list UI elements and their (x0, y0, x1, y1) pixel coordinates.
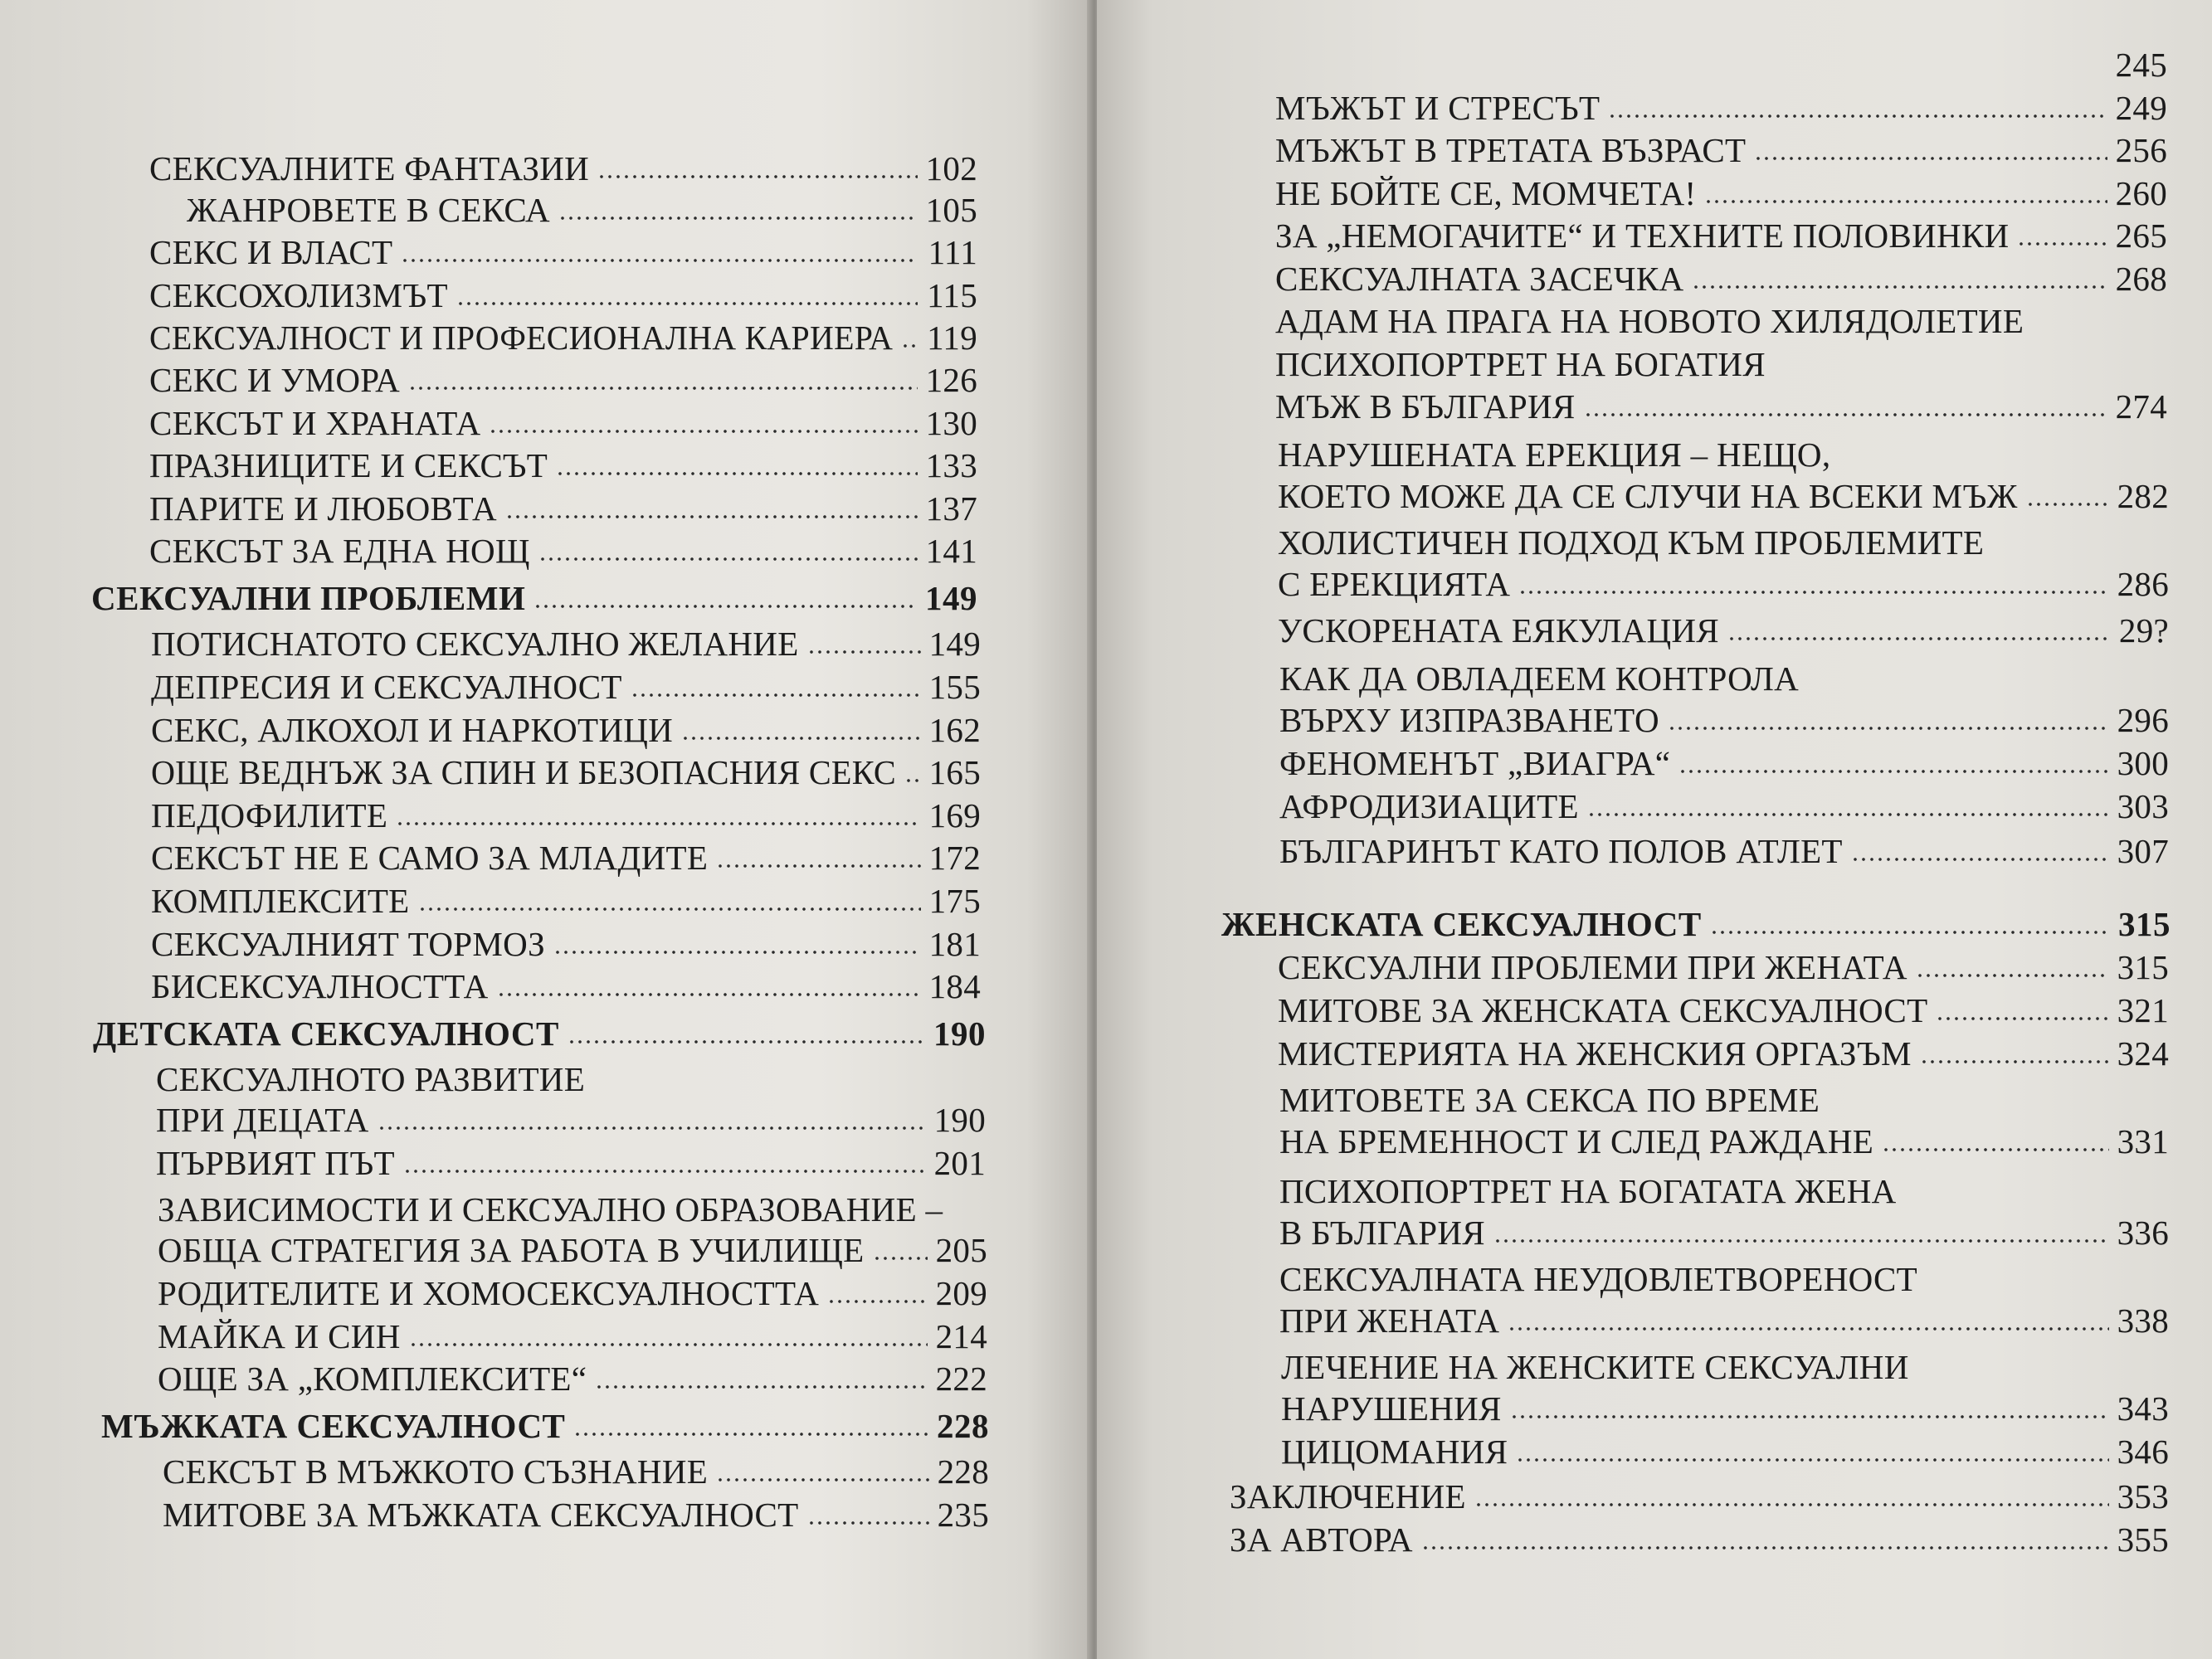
dot-leader (1692, 285, 2107, 289)
toc-entry (151, 968, 981, 1005)
dot-leader (408, 386, 918, 391)
toc-entry (1275, 346, 2167, 382)
dot-leader (873, 1256, 928, 1261)
toc-entry-title: ДЕТСКАТА СЕКСУАЛНОСТ (93, 1014, 559, 1053)
toc-entry-title: НЕ БОЙТЕ СЕ, МОМЧЕТА! (1275, 174, 1697, 212)
toc-page-number: 149 (928, 625, 981, 663)
toc-page-number: 355 (2117, 1520, 2169, 1559)
dot-leader (534, 604, 917, 609)
toc-page-number: 169 (928, 796, 981, 834)
toc-entry-title: ПЪРВИЯТ ПЪТ (156, 1144, 395, 1182)
toc-entry-title: КОМПЛЕКСИТЕ (151, 882, 410, 920)
toc-entry (1275, 217, 2167, 254)
toc-entry-title: СЕКСУАЛНИТЕ ФАНТАЗИИ (149, 149, 590, 187)
toc-entry (1275, 90, 2167, 126)
dot-leader (403, 1169, 926, 1174)
toc-entry-title: МЪЖ В БЪЛГАРИЯ (1275, 387, 1576, 426)
toc-entry (158, 1360, 987, 1397)
toc-entry (1279, 660, 2169, 697)
toc-page-number: 324 (2117, 1034, 2169, 1073)
toc-entry-title: СЕКСУАЛНАТА НЕУДОВЛЕТВОРЕНОСТ (1279, 1260, 1918, 1298)
toc-entry (156, 1145, 986, 1181)
dot-leader (1493, 1238, 2109, 1243)
toc-page-number: 141 (925, 532, 977, 570)
toc-page-number: 331 (2117, 1122, 2169, 1160)
dot-leader (1518, 590, 2108, 595)
toc-entry (1278, 1035, 2169, 1072)
toc-page-number: 190 (933, 1101, 986, 1139)
toc-entry-title: СЕКСУАЛНАТА ЗАСЕЧКА (1275, 260, 1684, 298)
toc-entry-title: БЪЛГАРИНЪТ КАТО ПОЛОВ АТЛЕТ (1279, 832, 1843, 870)
dot-leader (497, 992, 921, 997)
dot-leader (396, 821, 920, 826)
toc-entry-title: МЪЖКАТА СЕКСУАЛНОСТ (101, 1407, 566, 1445)
toc-entry-title: СЕКС И УМОРА (149, 361, 401, 399)
toc-page-number: 268 (2115, 260, 2167, 298)
toc-page-number: 353 (2117, 1477, 2169, 1515)
toc-page-number: 315 (2117, 948, 2169, 986)
dot-leader (378, 1126, 926, 1131)
toc-page-number: 133 (925, 446, 977, 484)
toc-entry (163, 1453, 989, 1490)
left-page (0, 0, 1092, 1659)
toc-entry (1279, 1261, 2169, 1297)
toc-entry (151, 712, 981, 748)
toc-entry-title: ПРИ ДЕЦАТА (156, 1101, 369, 1139)
dot-leader (716, 1477, 929, 1482)
toc-entry-title: МАЙКА И СИН (158, 1317, 401, 1355)
toc-page-number: 130 (925, 404, 977, 442)
toc-page-number: 165 (928, 753, 981, 791)
toc-page-number: 155 (928, 668, 981, 706)
dot-leader (558, 216, 918, 221)
toc-entry (1279, 833, 2169, 869)
dot-leader (1678, 769, 2108, 774)
toc-entry-title: ВЪРХУ ИЗПРАЗВАНЕТО (1279, 701, 1659, 739)
toc-entry (149, 234, 977, 270)
dot-leader (807, 1520, 929, 1525)
toc-entry (149, 277, 977, 314)
dot-leader (1710, 930, 2110, 935)
dot-leader (904, 778, 920, 783)
toc-page-number: 228 (937, 1407, 989, 1445)
toc-page-number: 209 (935, 1274, 987, 1312)
toc-page-number: 175 (928, 882, 981, 920)
toc-entry (1279, 788, 2169, 825)
toc-right (1097, 0, 2212, 1659)
toc-entry (149, 490, 977, 527)
toc-entry (1278, 992, 2169, 1029)
toc-page-number: 102 (925, 149, 977, 187)
toc-entry (158, 1275, 987, 1311)
toc-page-number: 321 (2117, 991, 2169, 1029)
toc-entry-title: КОЕТО МОЖЕ ДА СЕ СЛУЧИ НА ВСЕКИ МЪЖ (1278, 477, 2018, 515)
toc-page-number: 137 (925, 489, 977, 528)
toc-page-number: 256 (2115, 131, 2167, 169)
dot-leader (1882, 1147, 2108, 1152)
toc-entry-title: ОЩЕ ЗА „КОМПЛЕКСИТЕ“ (158, 1360, 587, 1398)
toc-page-number: 249 (2115, 89, 2167, 127)
toc-entry-title: СЕКСУАЛНОТО РАЗВИТИЕ (156, 1060, 586, 1098)
toc-page-number: 307 (2117, 832, 2169, 870)
dot-leader (1704, 199, 2107, 204)
toc-entry (156, 1102, 986, 1138)
toc-entry (156, 1061, 986, 1097)
toc-page-number: 235 (937, 1496, 989, 1534)
toc-entry (158, 1318, 987, 1355)
toc-entry-title: ОБЩА СТРАТЕГИЯ ЗА РАБОТА В УЧИЛИЩЕ (158, 1231, 865, 1269)
toc-entry (151, 754, 981, 791)
dot-leader (456, 301, 918, 306)
toc-entry-title: СЕКСЪТ НЕ Е САМО ЗА МЛАДИТЕ (151, 839, 709, 877)
toc-entry (151, 926, 981, 962)
toc-entry-title: ПРАЗНИЦИТЕ И СЕКСЪТ (149, 446, 548, 484)
dot-leader (1584, 412, 2107, 417)
toc-page-number: 274 (2115, 387, 2167, 426)
dot-leader (1587, 812, 2109, 817)
toc-entry (1275, 175, 2167, 212)
toc-entry-title: МИТОВЕ ЗА МЪЖКАТА СЕКСУАЛНОСТ (163, 1496, 799, 1534)
toc-entry (151, 883, 981, 919)
toc-entry-title: НА БРЕМЕННОСТ И СЛЕД РАЖДАНЕ (1279, 1122, 1874, 1160)
toc-entry-title: СЕКСУАЛНИЯТ ТОРМОЗ (151, 925, 545, 963)
toc-entry (1288, 46, 2167, 83)
toc-entry-title: ПРИ ЖЕНАТА (1279, 1301, 1500, 1340)
dot-leader (1916, 973, 2109, 978)
toc-section-heading (101, 1408, 989, 1444)
toc-entry (187, 192, 977, 228)
toc-entry-title: СЕКС И ВЛАСТ (149, 233, 393, 271)
toc-entry (151, 669, 981, 705)
toc-entry-title: ЛЕЧЕНИЕ НА ЖЕНСКИТЕ СЕКСУАЛНИ (1281, 1348, 1909, 1386)
toc-entry-title: ПЕДОФИЛИТЕ (151, 796, 388, 834)
toc-entry (149, 150, 977, 187)
toc-entry-title: НАРУШЕНАТА ЕРЕКЦИЯ – НЕЩО, (1278, 435, 1831, 474)
toc-page-number: 222 (935, 1360, 987, 1398)
dot-leader (489, 429, 917, 434)
dot-leader (1510, 1414, 2109, 1419)
toc-entry (1278, 949, 2169, 985)
toc-entry (149, 447, 977, 484)
dot-leader (827, 1299, 927, 1304)
toc-page-number: 214 (935, 1317, 987, 1355)
toc-page-number: 190 (933, 1014, 986, 1053)
toc-entry (151, 839, 981, 876)
dot-leader (1474, 1502, 2109, 1507)
toc-page-number: 149 (925, 579, 977, 617)
toc-entry-title: ПСИХОПОРТРЕТ НА БОГАТИЯ (1275, 345, 1766, 383)
toc-entry-title: ЗАКЛЮЧЕНИЕ (1230, 1477, 1466, 1515)
toc-entry-title: СЕКСУАЛНИ ПРОБЛЕМИ ПРИ ЖЕНАТА (1278, 948, 1907, 986)
toc-entry-title: СЕКСЪТ В МЪЖКОТО СЪЗНАНИЕ (163, 1452, 709, 1491)
toc-page-number: 260 (2115, 174, 2167, 212)
dot-leader (1421, 1545, 2109, 1550)
toc-page-number: 228 (937, 1452, 989, 1491)
dot-leader (716, 864, 920, 868)
toc-entry (1279, 1173, 2169, 1209)
toc-entry-title: ПСИХОПОРТРЕТ НА БОГАТАТА ЖЕНА (1279, 1172, 1897, 1210)
dot-leader (553, 950, 921, 955)
toc-entry (1278, 566, 2169, 602)
dot-leader (901, 343, 918, 348)
dot-leader (538, 557, 918, 562)
dot-leader (807, 649, 921, 654)
dot-leader (1754, 156, 2107, 161)
toc-entry-title: ЖЕНСКАТА СЕКСУАЛНОСТ (1221, 905, 1702, 943)
toc-entry (1230, 1478, 2169, 1515)
toc-page-number: 119 (927, 319, 977, 357)
toc-entry-title: ЗА АВТОРА (1230, 1520, 1413, 1559)
right-page (1097, 0, 2212, 1659)
toc-page-number: 184 (928, 967, 981, 1005)
toc-entry-title: ОЩЕ ВЕДНЪЖ ЗА СПИН И БЕЗОПАСНИЯ СЕКС (151, 753, 896, 791)
toc-entry-title: ПАРИТЕ И ЛЮБОВТА (149, 489, 497, 528)
toc-entry-title: РОДИТЕЛИТЕ И ХОМОСЕКСУАЛНОСТТА (158, 1274, 820, 1312)
dot-leader (409, 1342, 928, 1347)
dot-leader (1727, 636, 2109, 641)
dot-leader (573, 1432, 928, 1437)
dot-leader (1920, 1059, 2109, 1064)
toc-entry (1278, 478, 2169, 514)
toc-section-heading (1221, 906, 2171, 942)
toc-section-heading (93, 1015, 986, 1052)
toc-entry (1275, 132, 2167, 168)
toc-entry-title: ФЕНОМЕНЪТ „ВИАГРА“ (1279, 744, 1671, 782)
toc-entry-title: ЗА „НЕМОГАЧИТЕ“ И ТЕХНИТЕ ПОЛОВИНКИ (1275, 216, 2010, 255)
toc-page-number: 282 (2117, 477, 2169, 515)
toc-entry-title: НАРУШЕНИЯ (1281, 1389, 1502, 1428)
toc-page-number: 105 (925, 191, 977, 229)
toc-entry (158, 1191, 987, 1228)
toc-page-number: 296 (2117, 701, 2169, 739)
toc-entry (1279, 1082, 2169, 1118)
toc-entry-title: МЪЖЪТ В ТРЕТАТА ВЪЗРАСТ (1275, 131, 1747, 169)
toc-entry (1281, 1349, 2169, 1385)
toc-entry (1279, 702, 2169, 738)
dot-leader (631, 693, 921, 698)
toc-page-number: 343 (2117, 1389, 2169, 1428)
toc-entry-title: В БЪЛГАРИЯ (1279, 1214, 1485, 1252)
dot-leader (1608, 114, 2107, 119)
dot-leader (418, 907, 921, 912)
toc-entry-title: ЗАВИСИМОСТИ И СЕКСУАЛНО ОБРАЗОВАНИЕ – (158, 1190, 943, 1228)
toc-entry (151, 625, 981, 662)
toc-entry-title: ДЕПРЕСИЯ И СЕКСУАЛНОСТ (151, 668, 622, 706)
dot-leader (1851, 857, 2109, 862)
dot-leader (1936, 1016, 2108, 1021)
toc-entry-title: ХОЛИСТИЧЕН ПОДХОД КЪМ ПРОБЛЕМИТЕ (1278, 523, 1985, 562)
toc-entry (163, 1496, 989, 1533)
dot-leader (568, 1039, 925, 1044)
toc-page-number: 303 (2117, 787, 2169, 825)
dot-leader (1668, 726, 2109, 731)
dot-leader (681, 736, 921, 741)
toc-entry-title: АФРОДИЗИАЦИТЕ (1279, 787, 1579, 825)
dot-leader (556, 471, 917, 476)
toc-page-number: 286 (2117, 565, 2169, 603)
toc-entry (158, 1232, 987, 1268)
toc-page-number: 336 (2117, 1214, 2169, 1252)
toc-entry (1281, 1433, 2169, 1470)
toc-entry-title: ЖАНРОВЕТЕ В СЕКСА (187, 191, 550, 229)
toc-entry (149, 319, 977, 356)
toc-entry-title: МИСТЕРИЯТА НА ЖЕНСКИЯ ОРГАЗЪМ (1278, 1034, 1912, 1073)
toc-page-number: 29? (2118, 611, 2169, 649)
dot-leader (2017, 241, 2107, 246)
toc-entry (149, 405, 977, 441)
toc-entry (1275, 260, 2167, 297)
toc-page-number: 300 (2117, 744, 2169, 782)
toc-entry (1279, 745, 2169, 781)
toc-left (0, 0, 1092, 1659)
toc-entry (149, 533, 977, 569)
toc-entry-title: С ЕРЕКЦИЯТА (1278, 565, 1511, 603)
toc-entry-title: ЦИЦОМАНИЯ (1281, 1433, 1508, 1471)
toc-page-number: 315 (2118, 905, 2171, 943)
toc-entry (1279, 1302, 2169, 1339)
dot-leader (595, 1384, 927, 1389)
toc-entry-title: СЕКСЪТ И ХРАНАТА (149, 404, 481, 442)
toc-page-number: 172 (928, 839, 981, 877)
toc-entry-title: АДАМ НА ПРАГА НА НОВОТО ХИЛЯДОЛЕТИЕ (1275, 302, 2024, 340)
toc-entry (1278, 612, 2169, 649)
toc-page-number: 245 (2115, 46, 2167, 84)
toc-entry-title: МИТОВЕ ЗА ЖЕНСКАТА СЕКСУАЛНОСТ (1278, 991, 1928, 1029)
toc-entry (1275, 303, 2167, 339)
toc-page-number: 126 (925, 361, 977, 399)
dot-leader (505, 514, 918, 519)
dot-leader (1508, 1326, 2108, 1331)
toc-entry (1278, 436, 2169, 473)
toc-page-number: 111 (928, 233, 977, 271)
dot-leader (2026, 502, 2109, 507)
toc-entry (1279, 1214, 2169, 1251)
toc-entry (151, 797, 981, 834)
toc-entry-title: ПОТИСНАТОТО СЕКСУАЛНО ЖЕЛАНИЕ (151, 625, 799, 663)
toc-entry (1279, 1123, 2169, 1160)
toc-entry-title: СЕКС, АЛКОХОЛ И НАРКОТИЦИ (151, 711, 674, 749)
dot-leader (597, 174, 918, 179)
toc-page-number: 205 (935, 1231, 987, 1269)
toc-page-number: 346 (2117, 1433, 2169, 1471)
dot-leader (1516, 1457, 2108, 1462)
toc-page-number: 115 (927, 276, 977, 314)
toc-entry-title: СЕКСУАЛНИ ПРОБЛЕМИ (91, 579, 526, 617)
toc-entry-title: МЪЖЪТ И СТРЕСЪТ (1275, 89, 1601, 127)
toc-section-heading (91, 580, 977, 616)
toc-entry (1278, 524, 2169, 561)
toc-entry-title: КАК ДА ОВЛАДЕЕМ КОНТРОЛА (1279, 659, 1800, 698)
toc-page-number: 162 (928, 711, 981, 749)
toc-entry-title: СЕКСОХОЛИЗМЪТ (149, 276, 448, 314)
toc-entry-title: УСКОРЕНАТА ЕЯКУЛАЦИЯ (1278, 611, 1719, 649)
toc-page-number: 201 (933, 1144, 986, 1182)
toc-entry-title: СЕКСЪТ ЗА ЕДНА НОЩ (149, 532, 530, 570)
toc-entry-title: СЕКСУАЛНОСТ И ПРОФЕСИОНАЛНА КАРИЕРА (149, 319, 894, 357)
toc-entry (1275, 388, 2167, 425)
toc-entry-title: БИСЕКСУАЛНОСТТА (151, 967, 489, 1005)
dot-leader (401, 258, 918, 263)
toc-page-number: 181 (928, 925, 981, 963)
toc-page-number: 265 (2115, 216, 2167, 255)
toc-entry (1230, 1521, 2169, 1558)
toc-entry (1281, 1390, 2169, 1427)
toc-entry (149, 362, 977, 398)
toc-entry-title: МИТОВЕТЕ ЗА СЕКСА ПО ВРЕМЕ (1279, 1081, 1820, 1119)
toc-page-number: 338 (2117, 1301, 2169, 1340)
